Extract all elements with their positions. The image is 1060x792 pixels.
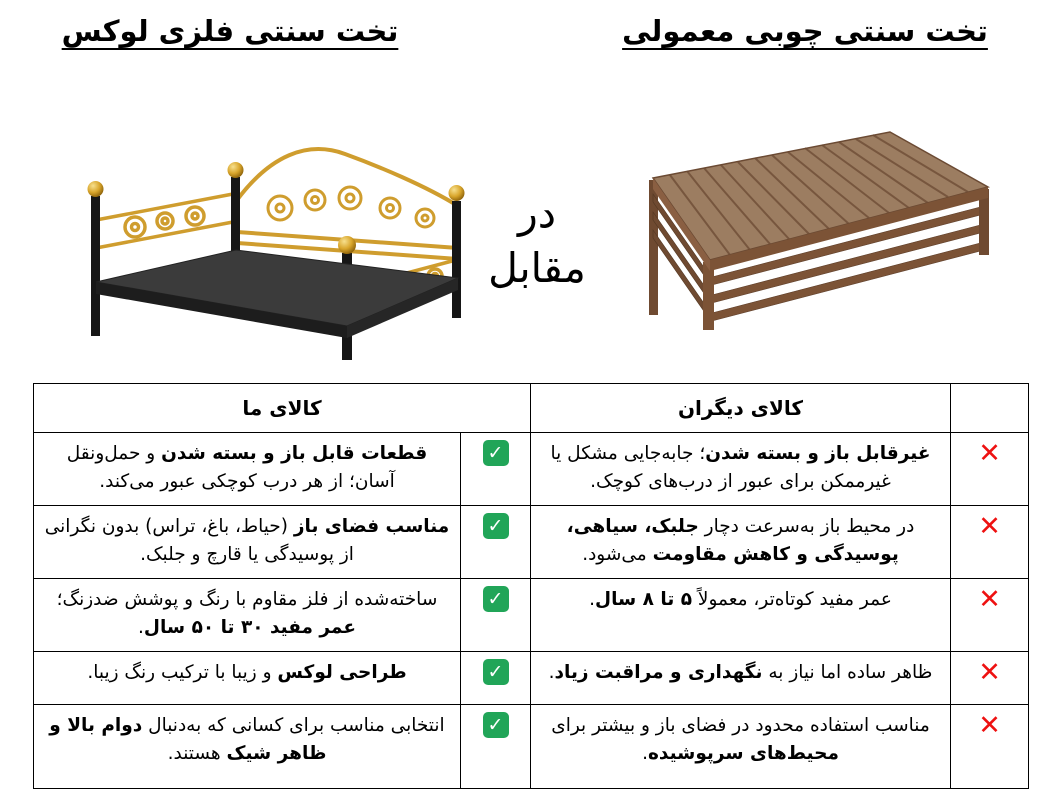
table-row (34, 433, 1029, 506)
check-icon: ✓ (483, 513, 509, 539)
title-wooden-bed: تخت سنتی چوبی معمولی (622, 14, 988, 48)
feature-text: طراحی لوکس (277, 662, 407, 683)
feature-text: ساخته‌شده از فلز مقاوم با رنگ و پوشش ضدزنگ؛ (56, 589, 438, 610)
header-corner-cell (951, 384, 1029, 433)
ours-feature-cell (34, 433, 461, 506)
feature-text: ظاهر ساده اما نیاز به (762, 662, 933, 683)
feature-text: ۵ تا ۸ سال (595, 589, 693, 610)
check-icon: ✓ (483, 712, 509, 738)
ours-feature-cell (34, 652, 461, 705)
others-feature-cell (531, 652, 951, 705)
check-cell (461, 433, 531, 506)
feature-text: هستند. (167, 742, 227, 764)
feature-text: مناسب استفاده محدود در فضای باز و بیشتر برای (551, 715, 930, 736)
versus-line-2: مقابل (488, 244, 586, 293)
others-feature-cell (531, 705, 951, 789)
cross-icon: ✕ (978, 710, 1001, 741)
feature-text: . (642, 742, 648, 764)
table-row (34, 705, 1029, 789)
feature-text: و حمل‌ونقل آسان؛ از هر درب کوچکی عبور می‌کند. (66, 443, 395, 492)
cross-icon: ✕ (978, 438, 1001, 469)
cross-icon: ✕ (978, 511, 1001, 542)
feature-text: ؛ جابه‌جایی مشکل یا غیرممکن برای عبور از درب‌های کوچک. (550, 443, 891, 492)
comparison-table (33, 383, 1029, 789)
check-cell (461, 652, 531, 705)
cross-cell (951, 652, 1029, 705)
ours-feature-cell (34, 506, 461, 579)
header-others-products: کالای دیگران (531, 384, 951, 433)
check-icon: ✓ (483, 586, 509, 612)
feature-text: عمر مفید کوتاه‌تر، معمولاً (692, 589, 892, 610)
table-row (34, 652, 1029, 705)
check-cell (461, 506, 531, 579)
cross-icon: ✕ (978, 584, 1001, 615)
versus-line-1: در (517, 189, 557, 237)
feature-text: و زیبا با ترکیب رنگ زیبا. (87, 662, 278, 683)
table-header-row (34, 384, 1029, 433)
feature-text: قطعات قابل باز و بسته شدن (161, 443, 428, 464)
feature-text: محیط‌های سرپوشیده (647, 742, 839, 764)
metal-bed-image (30, 80, 470, 370)
feature-text: . (589, 589, 596, 610)
table-row (34, 579, 1029, 652)
others-feature-cell (531, 506, 951, 579)
wooden-bed-image (600, 120, 1040, 350)
check-cell (461, 579, 531, 652)
feature-text: . (138, 616, 144, 638)
check-cell (461, 705, 531, 789)
feature-text: نگهداری و مراقبت زیاد (554, 662, 763, 683)
feature-text: در محیط باز به‌سرعت دچار (698, 516, 915, 537)
header-our-product: کالای ما (34, 384, 531, 433)
cross-cell (951, 579, 1029, 652)
feature-text: دوام بالا و ظاهر شیک (49, 715, 327, 764)
others-feature-cell (531, 579, 951, 652)
feature-text: مناسب فضای باز (293, 516, 450, 537)
ours-feature-cell (34, 579, 461, 652)
cross-cell (951, 705, 1029, 789)
check-icon: ✓ (483, 659, 509, 685)
feature-text: جلبک، سیاهی، پوسیدگی و کاهش مقاومت (566, 516, 899, 565)
check-icon: ✓ (483, 440, 509, 466)
feature-text: غیرقابل باز و بسته شدن (705, 443, 931, 464)
feature-text: می‌شود. (582, 543, 653, 565)
cross-cell (951, 433, 1029, 506)
title-metal-bed: تخت سنتی فلزی لوکس (61, 14, 399, 48)
feature-text: انتخابی مناسب برای کسانی که به‌دنبال (142, 715, 445, 736)
feature-text: عمر مفید ۳۰ تا ۵۰ سال (143, 616, 356, 638)
versus-text (458, 186, 616, 297)
table-row (34, 506, 1029, 579)
feature-text: . (548, 662, 555, 683)
feature-text: (حیاط، باغ، تراس) بدون نگرانی از پوسیدگی یا قارچ و جلبک. (44, 516, 354, 565)
others-feature-cell (531, 433, 951, 506)
cross-cell (951, 506, 1029, 579)
ours-feature-cell (34, 705, 461, 789)
cross-icon: ✕ (978, 657, 1001, 688)
